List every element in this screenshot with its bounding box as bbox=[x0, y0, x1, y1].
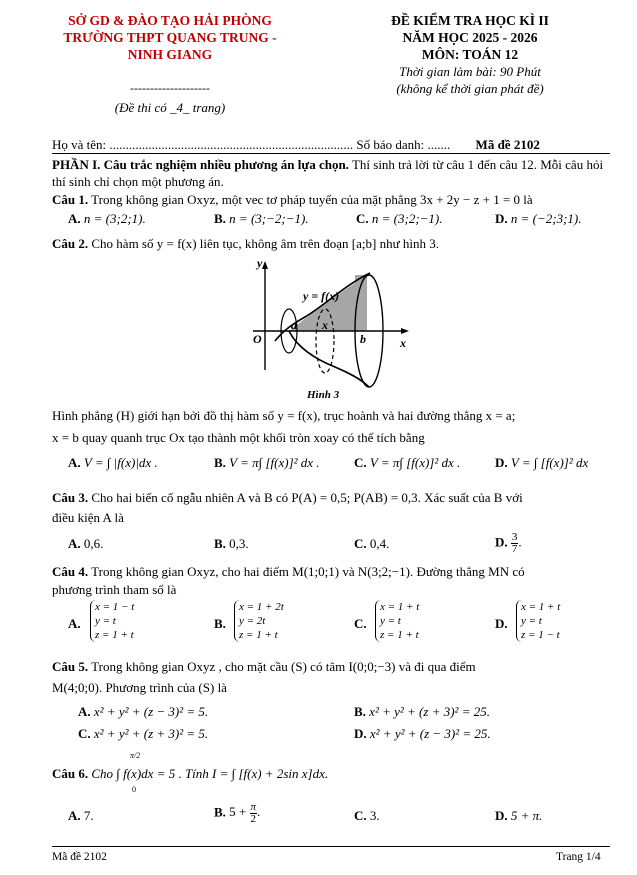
q5-option-a-letter[interactable]: A. bbox=[78, 704, 91, 719]
question-3 bbox=[52, 489, 607, 506]
q5-text: Trong không gian Oxyz , cho mặt cầu (S) có tâm I(0;0;−3) và đi qua điểm bbox=[88, 659, 476, 674]
q1-option-b-letter[interactable]: B. bbox=[214, 211, 226, 226]
q1-option-a-letter[interactable]: A. bbox=[68, 211, 81, 226]
footer-exam-code: Mã đề 2102 bbox=[52, 851, 107, 863]
q6-option-a-letter[interactable]: A. bbox=[68, 808, 81, 823]
school-name-line2: NINH GIANG bbox=[127, 47, 213, 62]
q3-options: A. 0,6. B. 0,3. C. 0,4. D. $\frac{3}{7}$ . bbox=[68, 531, 522, 555]
question-5 bbox=[52, 658, 607, 675]
figure-3 bbox=[245, 255, 420, 400]
q1-option-a[interactable]: n = (3;2;1). bbox=[83, 211, 146, 226]
name-field-label: Họ và tên: ........................................................................... bbox=[52, 137, 354, 152]
q3-option-d-letter[interactable]: D. bbox=[495, 534, 508, 550]
q4-text: Trong không gian Oxyz, cho hai điểm M(1;0;1) và N(3;2;−1). Đường thẳng MN có bbox=[88, 564, 525, 579]
q6-options bbox=[52, 802, 612, 832]
x-axis-arrow bbox=[401, 328, 409, 334]
q6-lower-bound: 0 bbox=[132, 785, 136, 794]
q5-option-c-letter[interactable]: C. bbox=[78, 726, 91, 741]
q6-option-d[interactable]: 5 + π. bbox=[510, 808, 543, 823]
q5-option-b[interactable]: x² + y² + (z + 3)² = 25. bbox=[369, 704, 490, 719]
footer-divider bbox=[52, 846, 610, 847]
q4-option-b[interactable]: x = 1 + 2t y = 2t z = 1 + t bbox=[234, 600, 284, 642]
fig-label-b: b bbox=[360, 332, 366, 346]
q6-option-b[interactable]: 5 + $\frac{\pi}{2}$ . bbox=[229, 801, 261, 825]
q1-option-d-letter[interactable]: D. bbox=[495, 211, 508, 226]
figure-caption: Hình 3 bbox=[307, 389, 340, 400]
question-4 bbox=[52, 563, 607, 580]
q2-option-a-letter[interactable]: A. bbox=[68, 455, 81, 470]
page-count-note: (Đề thi có _4_ trang) bbox=[114, 100, 226, 115]
q4-text2: phương trình tham số là bbox=[52, 582, 177, 597]
part1-intro bbox=[52, 156, 607, 190]
time-note: (không kể thời gian phát đề) bbox=[396, 81, 544, 96]
q2-text: Cho hàm số y = f(x) liên tục, không âm trên đoạn [a;b] như hình 3. bbox=[88, 236, 439, 251]
q3-label: Câu 3. bbox=[52, 490, 89, 505]
fig-label-x: x bbox=[322, 318, 328, 332]
fig-label-a: a bbox=[291, 318, 297, 332]
q3-option-d[interactable]: $\frac{3}{7}$ bbox=[511, 531, 518, 555]
question-2 bbox=[52, 235, 607, 252]
q1-option-d[interactable]: n = (−2;3;1). bbox=[510, 211, 582, 226]
q3-text2: điều kiện A là bbox=[52, 510, 124, 525]
school-name-line1: TRƯỜNG THPT QUANG TRUNG - bbox=[63, 30, 277, 45]
q6-text: Cho ∫ f(x)dx = 5 . Tính I = ∫ [f(x) + 2sin x]dx. bbox=[88, 766, 329, 781]
q3-option-c-letter[interactable]: C. bbox=[354, 536, 367, 551]
q5-option-d-letter[interactable]: D. bbox=[354, 726, 367, 741]
part1-desc: Thí sinh trả lời từ câu 1 đến câu 12. Mỗi câu hỏi thí sinh chỉ chọn một phương án. bbox=[52, 157, 604, 189]
q4-option-c[interactable]: x = 1 + t y = t z = 1 + t bbox=[375, 600, 419, 642]
fig-label-o: O bbox=[253, 332, 262, 346]
q5-option-b-letter[interactable]: B. bbox=[354, 704, 366, 719]
part1-title: PHẦN I. Câu trắc nghiệm nhiều phương án lựa chọn. bbox=[52, 157, 349, 172]
footer-page-number: Trang 1/4 bbox=[556, 851, 601, 863]
q2-option-b[interactable]: V = π∫ [f(x)]² dx . bbox=[229, 455, 320, 470]
q4-option-d[interactable]: x = 1 + t y = t z = 1 − t bbox=[516, 600, 560, 642]
q1-option-b[interactable]: n = (3;−2;−1). bbox=[229, 211, 309, 226]
y-axis-arrow bbox=[262, 261, 268, 269]
q2-option-c[interactable]: V = π∫ [f(x)]² dx . bbox=[369, 455, 461, 470]
info-divider bbox=[52, 153, 610, 154]
q3-text: Cho hai biến cố ngẫu nhiên A và B có P(A) = 0,5; P(AB) = 0,3. Xác suất của B với bbox=[88, 490, 523, 505]
q2-option-b-letter[interactable]: B. bbox=[214, 455, 226, 470]
q5-options bbox=[52, 704, 612, 748]
student-info-line bbox=[52, 137, 612, 153]
q2-text3: x = b quay quanh trục Ox tạo thành một khối tròn xoay có thể tích bằng bbox=[52, 430, 425, 445]
q3-option-b[interactable]: 0,3. bbox=[229, 536, 249, 551]
q4-options bbox=[52, 600, 612, 650]
q2-option-c-letter[interactable]: C. bbox=[354, 455, 367, 470]
q4-label: Câu 4. bbox=[52, 564, 89, 579]
q2-label: Câu 2. bbox=[52, 236, 89, 251]
q1-label: Câu 1. bbox=[52, 192, 89, 207]
q1-options bbox=[52, 211, 612, 229]
q5-option-a[interactable]: x² + y² + (z − 3)² = 5. bbox=[93, 704, 209, 719]
q5-text2: M(4;0;0). Phương trình của (S) là bbox=[52, 680, 227, 695]
exam-code: Mã đề 2102 bbox=[475, 137, 540, 152]
q2-text2: Hình phẳng (H) giới hạn bởi đồ thị hàm số y = f(x), trục hoành và hai đường thẳng x = a; bbox=[52, 408, 516, 423]
fig-label-y: y bbox=[257, 256, 263, 270]
q2-options bbox=[52, 455, 612, 475]
header-right bbox=[340, 12, 600, 97]
q6-option-b-letter[interactable]: B. bbox=[214, 804, 226, 820]
q4-option-d-letter[interactable]: D. bbox=[495, 616, 508, 631]
q4-option-a[interactable]: x = 1 − t y = t z = 1 + t bbox=[90, 600, 134, 642]
divider-dashes: -------------------- bbox=[130, 81, 210, 95]
q4-option-a-letter[interactable]: A. bbox=[68, 616, 81, 631]
q1-text: Trong không gian Oxyz, một vec tơ pháp tuyến của mặt phẳng 3x + 2y − z + 1 = 0 là bbox=[88, 192, 533, 207]
time-limit: Thời gian làm bài: 90 Phút bbox=[399, 64, 541, 79]
q4-option-c-letter[interactable]: C. bbox=[354, 616, 367, 631]
sbd-field-label: Số báo danh: ....... bbox=[356, 137, 451, 152]
question-6 bbox=[52, 765, 607, 782]
q3-option-a[interactable]: 0,6. bbox=[83, 536, 104, 551]
q6-upper-bound: π/2 bbox=[130, 751, 141, 760]
q4-option-b-letter[interactable]: B. bbox=[214, 616, 226, 631]
q6-option-c-letter[interactable]: C. bbox=[354, 808, 367, 823]
fig-label-x-axis: x bbox=[400, 336, 406, 350]
q3-option-c[interactable]: 0,4. bbox=[369, 536, 390, 551]
q3-option-a-letter[interactable]: A. bbox=[68, 536, 81, 551]
subject: MÔN: TOÁN 12 bbox=[421, 47, 519, 62]
q3-option-b-letter[interactable]: B. bbox=[214, 536, 226, 551]
header-left bbox=[30, 12, 310, 116]
school-year: NĂM HỌC 2025 - 2026 bbox=[402, 30, 538, 45]
q2-option-d-letter[interactable]: D. bbox=[495, 455, 508, 470]
fig-label-curve: y = f(x) bbox=[303, 289, 340, 303]
q6-option-d-letter[interactable]: D. bbox=[495, 808, 508, 823]
department-name: SỞ GD & ĐÀO TẠO HẢI PHÒNG bbox=[68, 13, 272, 28]
q2-option-a[interactable]: V = ∫ |f(x)|dx . bbox=[83, 455, 158, 470]
q5-option-d[interactable]: x² + y² + (z − 3)² = 25. bbox=[369, 726, 491, 741]
q6-option-c[interactable]: 3. bbox=[369, 808, 380, 823]
q6-label: Câu 6. bbox=[52, 766, 89, 781]
q5-label: Câu 5. bbox=[52, 659, 89, 674]
q1-option-c[interactable]: n = (3;2;−1). bbox=[371, 211, 443, 226]
q1-option-c-letter[interactable]: C. bbox=[356, 211, 369, 226]
q6-option-a[interactable]: 7. bbox=[83, 808, 94, 823]
question-1 bbox=[52, 191, 607, 208]
q5-option-c[interactable]: x² + y² + (z + 3)² = 5. bbox=[93, 726, 209, 741]
exam-title: ĐỀ KIỂM TRA HỌC KÌ II bbox=[391, 13, 549, 28]
q2-option-d[interactable]: V = ∫ [f(x)]² dx bbox=[510, 455, 589, 470]
